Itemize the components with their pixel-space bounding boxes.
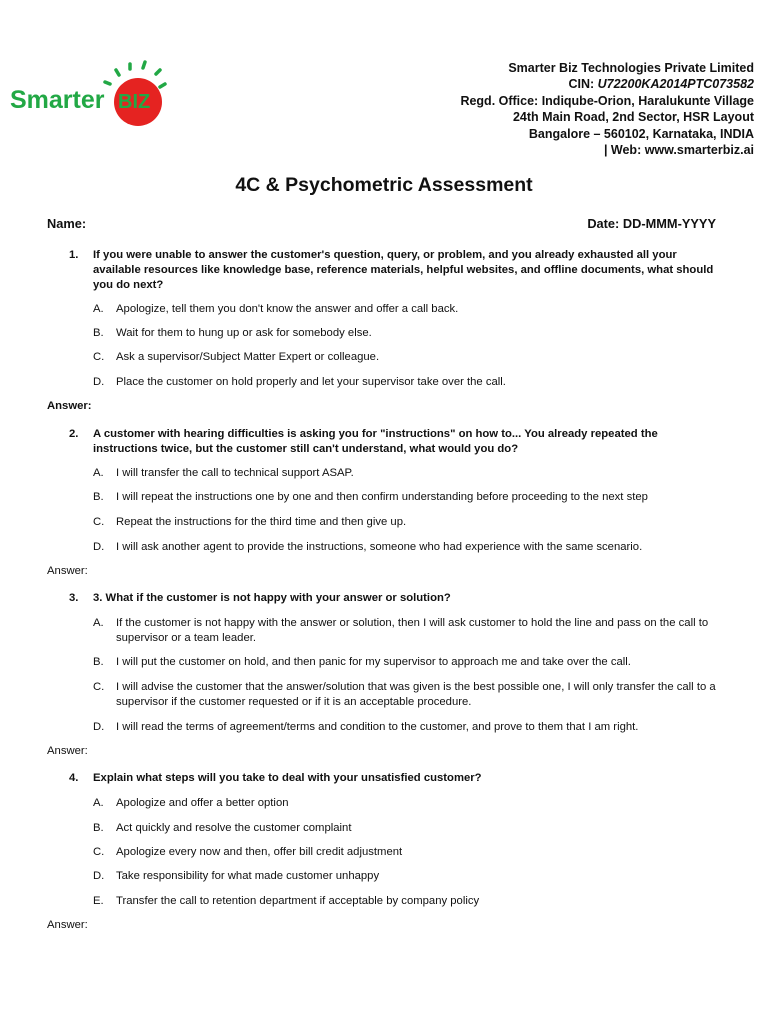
option-letter: A. [93, 797, 104, 809]
logo-text-biz: BIZ [118, 91, 151, 113]
option-letter: A. [93, 303, 104, 315]
company-cin [334, 76, 754, 92]
option-letter: E. [93, 895, 104, 907]
option-letter: A. [93, 617, 104, 629]
answer-label: Answer: [47, 565, 88, 577]
option-text: I will read the terms of agreement/terms and condition to the customer, and prove to them that I am right. [116, 721, 639, 733]
cin-value: U72200KA2014PTC073582 [597, 77, 754, 92]
option-text: Act quickly and resolve the customer complaint [116, 822, 352, 834]
option-letter: B. [93, 822, 104, 834]
answer-label: Answer: [47, 745, 88, 757]
date-label: Date: DD-MMM-YYYY [587, 216, 716, 231]
question-text: If you were unable to answer the customer's question, query, or problem, and you already exhausted all your available resources like knowledge base, reference materials, helpful websites, and offline documents, what should you do next? [93, 249, 714, 291]
option-letter: C. [93, 846, 105, 858]
option-text: I will put the customer on hold, and then panic for my supervisor to approach me and take over the call. [116, 656, 631, 668]
option-text: Take responsibility for what made customer unhappy [116, 870, 380, 882]
question-number: 2. [69, 428, 79, 440]
option-letter: D. [93, 870, 105, 882]
question-number: 3. [69, 592, 79, 604]
answer-label: Answer: [47, 400, 92, 412]
option-letter: C. [93, 351, 105, 363]
company-info [334, 60, 754, 158]
option-text: Transfer the call to retention department if acceptable by company policy [116, 895, 480, 907]
cin-label: CIN: [568, 77, 595, 92]
option-text: I will advise the customer that the answer/solution that was given is the best possible one, I will only transfer the call to a supervisor if the customer requested or if it is an acceptable procedure. [116, 681, 716, 708]
company-address-line-1: Regd. Office: Indiqube-Orion, Haralukunte Village [460, 93, 754, 108]
name-label: Name: [47, 216, 87, 231]
option-letter: D. [93, 541, 105, 553]
option-letter: A. [93, 467, 104, 479]
logo-text-smarter: Smarter [10, 86, 105, 114]
option-text: Place the customer on hold properly and let your supervisor take over the call. [116, 376, 506, 388]
company-web: | Web: www.smarterbiz.ai [603, 143, 754, 158]
option-text: Ask a supervisor/Subject Matter Expert or colleague. [116, 351, 380, 363]
answer-label: Answer: [47, 919, 88, 931]
question-number: 1. [69, 249, 79, 261]
option-text: I will ask another agent to provide the instructions, someone who had experience with the same scenario. [116, 541, 643, 553]
option-text: I will repeat the instructions one by one and then confirm understanding before proceeding to the next step [116, 491, 648, 503]
company-address-line-3: Bangalore – 560102, Karnataka, INDIA [528, 126, 754, 141]
option-letter: D. [93, 376, 105, 388]
option-text: Repeat the instructions for the third time and then give up. [116, 516, 407, 528]
page-title: 4C & Psychometric Assessment [235, 174, 533, 196]
question-text: A customer with hearing difficulties is asking you for "instructions" on how to... You already repeated the instructions twice, but the customer still can't understand, what would you do? [93, 428, 658, 455]
option-letter: B. [93, 491, 104, 503]
option-text: Wait for them to hung up or ask for somebody else. [116, 327, 372, 339]
option-letter: D. [93, 721, 105, 733]
question-text: 3. What if the customer is not happy with your answer or solution? [93, 592, 451, 604]
option-text: Apologize every now and then, offer bill credit adjustment [116, 846, 403, 858]
option-text: Apologize, tell them you don't know the answer and offer a call back. [116, 303, 459, 315]
smarterbiz-logo [8, 58, 168, 132]
option-text: If the customer is not happy with the answer or solution, then I will ask customer to hold the line and pass on the call to supervisor or a team leader. [116, 617, 709, 644]
company-name: Smarter Biz Technologies Private Limited [508, 61, 754, 75]
question-text: Explain what steps will you take to deal with your unsatisfied customer? [93, 772, 482, 784]
company-address-line-2: 24th Main Road, 2nd Sector, HSR Layout [512, 110, 754, 125]
option-letter: C. [93, 516, 105, 528]
option-letter: B. [93, 327, 104, 339]
option-letter: C. [93, 681, 105, 693]
option-text: I will transfer the call to technical support ASAP. [116, 467, 354, 479]
option-letter: B. [93, 656, 104, 668]
name-date-row [47, 216, 716, 231]
question-number: 4. [69, 772, 79, 784]
option-text: Apologize and offer a better option [116, 797, 289, 809]
